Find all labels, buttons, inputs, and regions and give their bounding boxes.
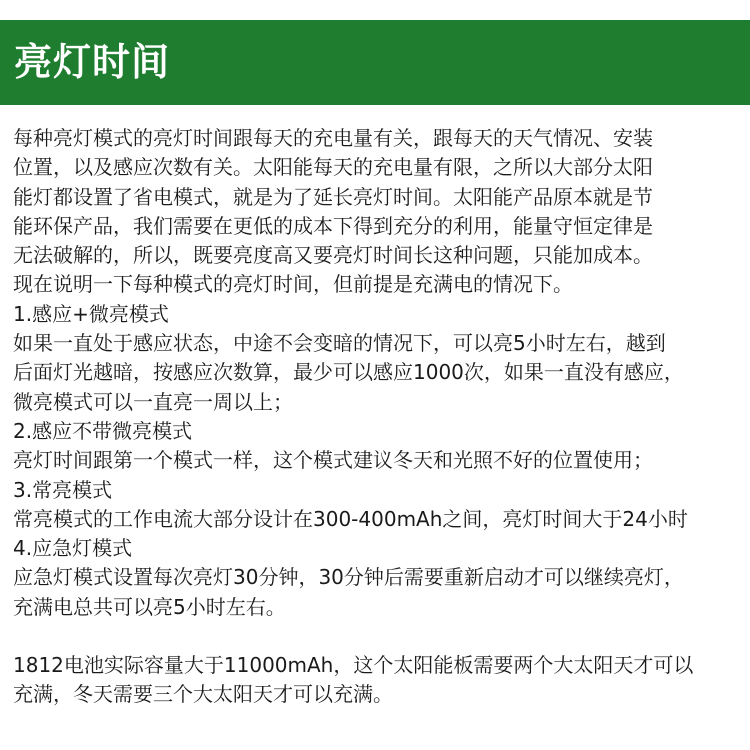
mode-heading: 3.常亮模式 bbox=[13, 477, 113, 502]
battery-note-line: 充满，冬天需要三个大太阳天才可以充满。 bbox=[13, 682, 393, 707]
battery-note-line: 1812电池实际容量大于11000mAh，这个太阳能板需要两个大太阳天才可以 bbox=[13, 653, 694, 678]
text-line: 微亮模式可以一直亮一周以上； bbox=[13, 389, 293, 414]
text-line: 亮灯时间跟第一个模式一样，这个模式建议冬天和光照不好的位置使用； bbox=[13, 448, 653, 473]
text-line: 位置，以及感应次数有关。太阳能每天的充电量有限，之所以大部分太阳 bbox=[13, 155, 653, 180]
text-line: 每种亮灯模式的亮灯时间跟每天的充电量有关，跟每天的天气情况、安装 bbox=[13, 126, 653, 150]
mode-heading: 4.应急灯模式 bbox=[13, 536, 133, 561]
paragraph-gap bbox=[13, 622, 741, 651]
text-line: 常亮模式的工作电流大部分设计在300-400mAh之间，亮灯时间大于24小时 bbox=[13, 506, 688, 531]
mode-heading: 2.感应不带微亮模式 bbox=[13, 418, 193, 443]
mode-heading: 1.感应+微亮模式 bbox=[13, 301, 169, 326]
title-banner bbox=[0, 20, 750, 105]
text-line: 能环保产品，我们需要在更低的成本下得到充分的利用，能量守恒定律是 bbox=[13, 213, 653, 238]
text-line: 现在说明一下每种模式的亮灯时间，但前提是充满电的情况下。 bbox=[13, 272, 573, 297]
text-line: 如果一直处于感应状态，中途不会变暗的情况下，可以亮5小时左右，越到 bbox=[13, 331, 666, 356]
text-line: 充满电总共可以亮5小时左右。 bbox=[13, 594, 286, 619]
text-line: 能灯都设置了省电模式，就是为了延长亮灯时间。太阳能产品原本就是节 bbox=[13, 184, 653, 209]
description-text bbox=[13, 124, 741, 710]
page-title: 亮灯时间 bbox=[14, 40, 171, 84]
text-line: 无法破解的，所以，既要亮度高又要亮灯时间长这种问题，只能加成本。 bbox=[13, 243, 653, 268]
text-line: 后面灯光越暗，按感应次数算，最少可以感应1000次，如果一直没有感应， bbox=[13, 360, 684, 385]
text-line: 应急灯模式设置每次亮灯30分钟，30分钟后需要重新启动才可以继续亮灯， bbox=[13, 565, 684, 590]
